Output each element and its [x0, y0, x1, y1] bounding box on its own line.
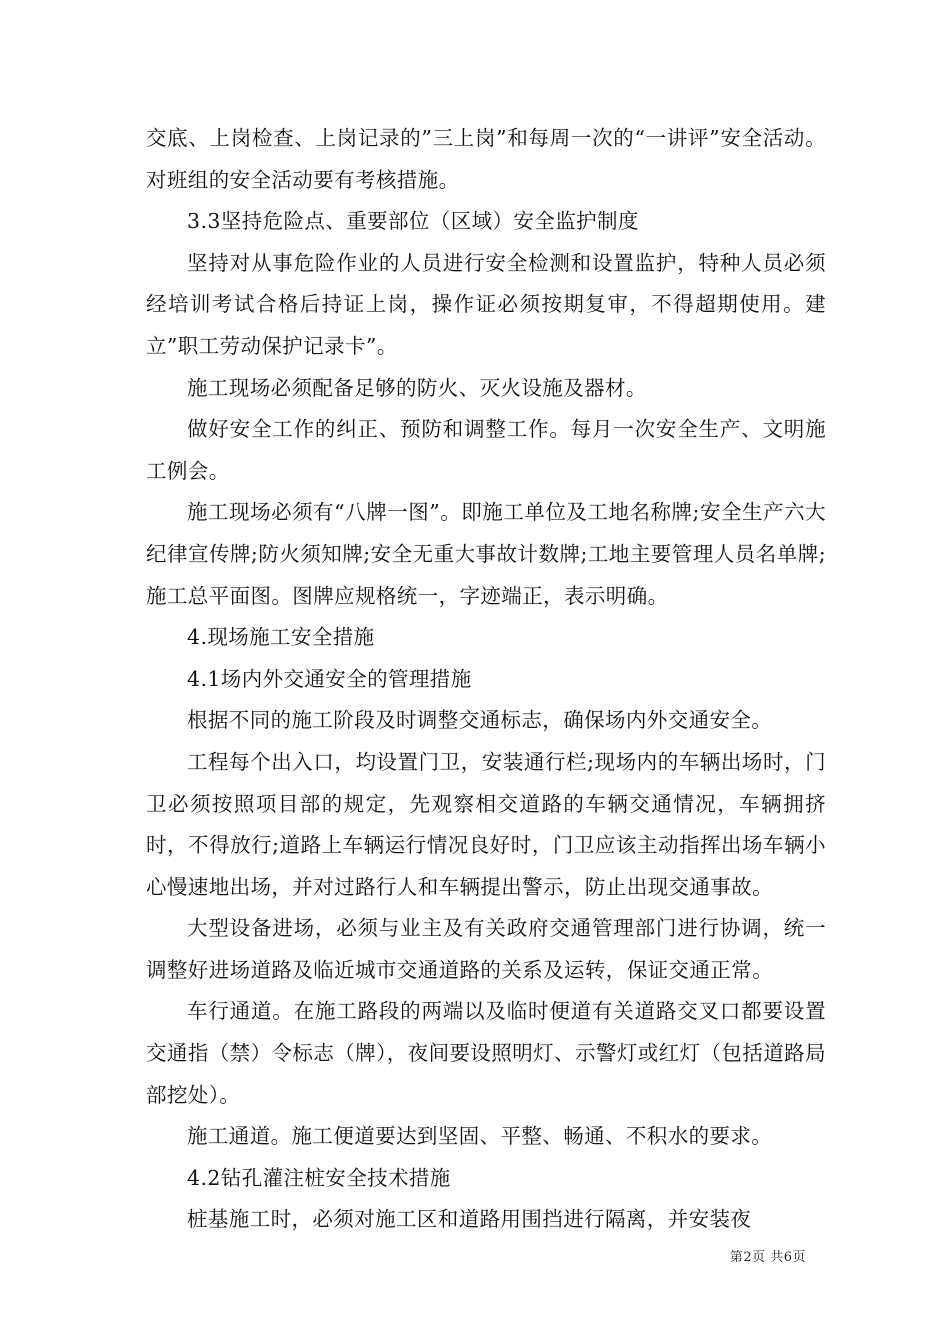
paragraph: 4.2钻孔灌注桩安全技术措施	[187, 1165, 451, 1190]
paragraph: 施工现场必须配备足够的防火、灭火设施及器材。	[187, 375, 647, 400]
paragraph: 大型设备进场，必须与业主及有关政府交通管理部门进行协调，统一调整好进场道路及临近城市交通道路的关系及运转，保证交通正常。	[146, 916, 826, 982]
paragraph: 施工现场必须有“八牌一图”。即施工单位及工地名称牌;安全生产六大纪律宣传牌;防火须知牌;安全无重大事故计数牌;工地主要管理人员名单牌;施工总平面图。图牌应规格统一，字迹端正，表示明确。	[146, 500, 826, 608]
page-number-footer: 第2页 共6页	[729, 1250, 806, 1265]
paragraph: 坚持对从事危险作业的人员进行安全检测和设置监护，特种人员必须经培训考试合格后持证上岗，操作证必须按期复审，不得超期使用。建立”职工劳动保护记录卡”。	[146, 250, 826, 358]
paragraph: 根据不同的施工阶段及时调整交通标志，确保场内外交通安全。	[187, 708, 773, 733]
paragraph: 车行通道。在施工路段的两端以及临时便道有关道路交叉口都要设置交通指（禁）令标志（牌），夜间要设照明灯、示警灯或红灯（包括道路局部挖处）。	[146, 999, 826, 1107]
paragraph: 做好安全工作的纠正、预防和调整工作。每月一次安全生产、文明施工例会。	[146, 417, 826, 483]
paragraph: 3.3坚持危险点、重要部位（区域）安全监护制度	[187, 209, 639, 234]
paragraph: 4.1场内外交通安全的管理措施	[187, 666, 472, 691]
document-body	[146, 118, 826, 1241]
paragraph: 交底、上岗检查、上岗记录的”三上岗”和每周一次的“一讲评”安全活动。对班组的安全活动要有考核措施。	[146, 126, 826, 192]
paragraph: 桩基施工时，必须对施工区和道路用围挡进行隔离，并安装夜	[187, 1207, 752, 1232]
paragraph: 4.现场施工安全措施	[187, 625, 375, 650]
paragraph: 施工通道。施工便道要达到坚固、平整、畅通、不积水的要求。	[187, 1124, 773, 1149]
paragraph: 工程每个出入口，均设置门卫，安装通行栏;现场内的车辆出场时，门卫必须按照项目部的规定，先观察相交道路的车辆交通情况，车辆拥挤时，不得放行;道路上车辆运行情况良好时，门卫应该主动指挥出场车辆小心慢速地出场，并对过路行人和车辆提出警示，防止出现交通事故。	[146, 749, 826, 899]
